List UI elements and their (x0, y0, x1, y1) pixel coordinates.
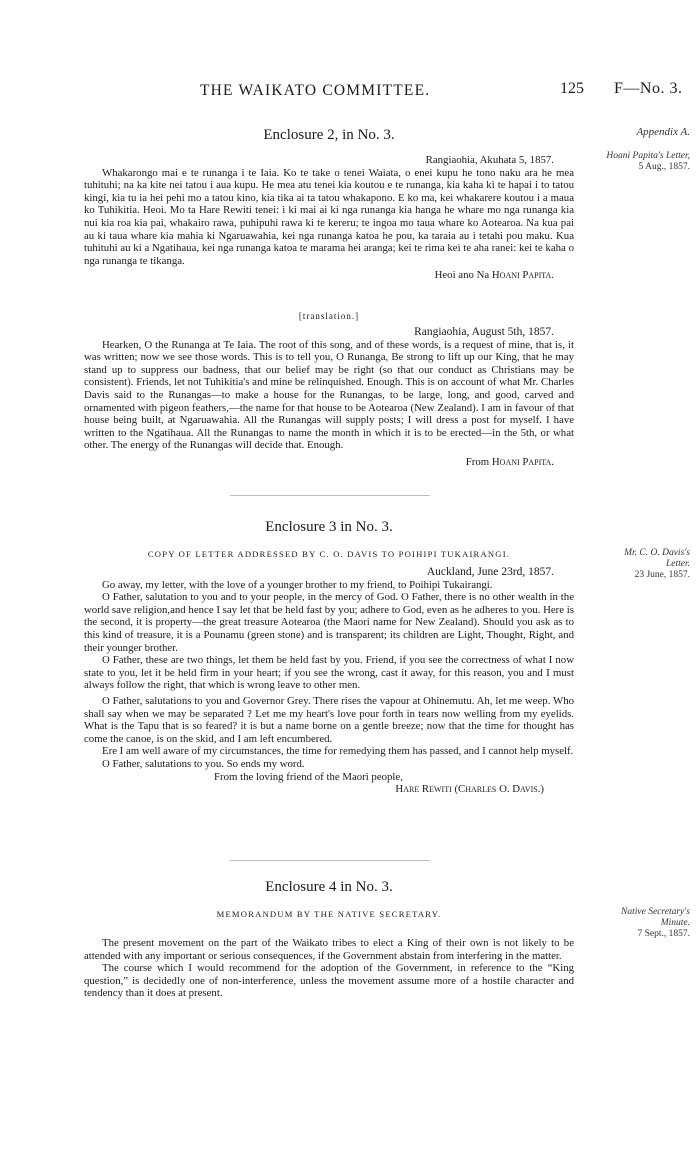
letter-paragraph: Go away, my letter, with the love of a younger brother to my friend, to Poihipi Tukairangi. (102, 578, 493, 591)
enclosure-3-subheading: COPY OF LETTER ADDRESSED BY C. O. DAVIS TO POIHIPI TUKAIRANGI. (147, 549, 511, 559)
letter-closing: From the loving friend of the Maori people, (214, 770, 403, 783)
margin-note-sub: Minute. (660, 918, 690, 928)
enclosure-2-heading: Enclosure 2, in No. 3. (263, 127, 395, 143)
margin-note-sub: Letter. (665, 559, 690, 569)
margin-note-title: Native Secretary's (621, 907, 690, 917)
english-body: Hearken, O the Runanga at Te Iaia. The root of this song, and of these words, is a request of mine, that is, it was written; now we see those words. This is to tell you, O Runanga, Be strong to lift up our King, that he may stand up to suppress our badness, that our belief may be right (so that our conduct as Christians may be consistent). Friends, let not Tuhikitia's and mine be relinquished. Enough. This is on account of what Mr. Charles Davis said to the Runangas—to make a house for the Runangas, to be large, long, and good, carved and ornamented with pigeon feathers,—the name for that house to be Aotearoa (New Zealand). I am in favour of that house being built, at Ngaruawahia. All the Runangas will supply posts; I will dress a post for myself. I have written to the Ngatihaua. All the Runangas to name the month in which it is to be erected—in the 5th, or what other. The energy of the Runangas will decide that. Enough. (84, 338, 574, 452)
english-dateline: Rangiaohia, August 5th, 1857. (414, 326, 554, 338)
margin-note-title: Hoani Papita's Letter, (606, 151, 690, 161)
enclosure-4-subheading: MEMORANDUM BY THE NATIVE SECRETARY. (216, 909, 442, 919)
enclosure-4-heading: Enclosure 4 in No. 3. (265, 879, 393, 895)
section-divider (230, 495, 430, 496)
margin-note-davis (582, 548, 690, 581)
margin-note-hoani (582, 151, 690, 173)
section-divider (230, 860, 430, 861)
maori-dateline: Rangiaohia, Akuhata 5, 1857. (425, 154, 554, 166)
margin-note-date: 23 June, 1857. (634, 570, 690, 580)
document-number: F—No. 3. (614, 80, 683, 97)
page-number: 125 (560, 80, 584, 97)
enclosure-2-english (84, 326, 574, 469)
margin-note-date: 5 Aug., 1857. (638, 162, 690, 172)
maori-signature: Heoi ano Na Hoani Papita. (434, 269, 554, 282)
margin-note-date: 7 Sept., 1857. (637, 929, 690, 939)
margin-appendix: Appendix A. (636, 126, 690, 138)
letter-paragraph: O Father, salutations to you and Governor Grey. There rises the vapour at Ohinemutu. Ah, let me weep. Who shall say when we may be separated ? Let me my heart's love pour forth in tears now welling from my eyelids. What is the Tapu that is so feared? it is but a name borne on a gentle breeze; now that the time for thought has come the canoe, is on the skid, and I am left encumbered. (84, 694, 574, 745)
letter-paragraph: O Father, salutations to you. So ends my word. (102, 757, 305, 770)
letter-paragraph: Ere I am well aware of my circumstances, the time for remedying them has passed, and I cannot help myself. (102, 745, 574, 758)
letter-dateline: Auckland, June 23rd, 1857. (426, 566, 554, 578)
letter-paragraph: O Father, salutation to you and to your people, in the mercy of God. O Father, there is no other wealth in the world save religion,and hence I say let that be held fast by you; adhere to God, even as he adheres to you. Here is the second, it is property—the great treasure Aotearoa (the Maori name for New Zealand). Should you ask as to this kind of treasure, it is a Pounamu (green stone) and is transparent; its children are Light, Thought, Right, and their younger brother. (84, 591, 574, 654)
maori-body: Whakarongo mai e te runanga i te Iaia. Ko te take o tenei Waiata, o enei kupu he tono naku ara he mea tuhituhi; na ka kite nei tatou i aua kupu. He mea atu tenei kia koutou e te runanga, kia kaha ki te hapai i to tatou kingi, kia tu ia hei pehi mo a tatou kino, kia tika ai ta tatou whakapono. E ko ma, kei whakarere koutou i a maua ko Tuhikitia. Heoi. Mo ta Hare Rewiti tenei: i ki mai ai ki nga runanga kia hanga he whare mo nga runanga kia nui kia roa kia pai, whakairo rawa, puhipuhi rawa ki te kereru; te ingoa mo taua whare ko Aotearoa. Na kua pai au ki taua whare kia mahia ki Ngaruawahia, kei nga runanga katoa he pou, ka taraia au i tetahi pou maku. Kua tuhituhi au ki a Ngatihaua, kei nga runanga katoa te marama hei aranga; kei te rima kei te aha ranei: kei te kaha o nga runanga te tikanga. (84, 166, 574, 267)
enclosure-3-heading: Enclosure 3 in No. 3. (265, 519, 393, 535)
letter-paragraph: O Father, these are two things, let them be held fast by you. Friend, if you see the correctness of what I now state to you, let it be held firm in your heart; if you see the wrong, cast it away, for this reason, you and I must always follow the right, that which is wrong leave to other men. (84, 654, 574, 692)
enclosure-4-memorandum (84, 937, 574, 1000)
page-title: THE WAIKATO COMMITTEE. (200, 82, 431, 99)
memo-paragraph: The present movement on the part of the Waikato tribes to elect a King of their own is not likely to be attended with any important or serious consequences, if the Government abstain from interfering in the matter. (84, 937, 574, 962)
margin-note-secretary (582, 907, 690, 940)
margin-note-title: Mr. C. O. Davis's (624, 548, 690, 558)
enclosure-3-letter (84, 566, 574, 796)
memo-paragraph: The course which I would recommend for the adoption of the Government, in reference to the “King question,” is decidedly one of non-interference, unless the movement assume more of a hostile character and tendency than it does at present. (84, 962, 574, 1000)
translation-label: [translation.] (298, 311, 360, 321)
letter-signature: Hare Rewiti (Charles O. Davis.) (395, 783, 544, 796)
english-signature: From Hoani Papita. (465, 455, 554, 468)
enclosure-2-maori (84, 154, 574, 282)
